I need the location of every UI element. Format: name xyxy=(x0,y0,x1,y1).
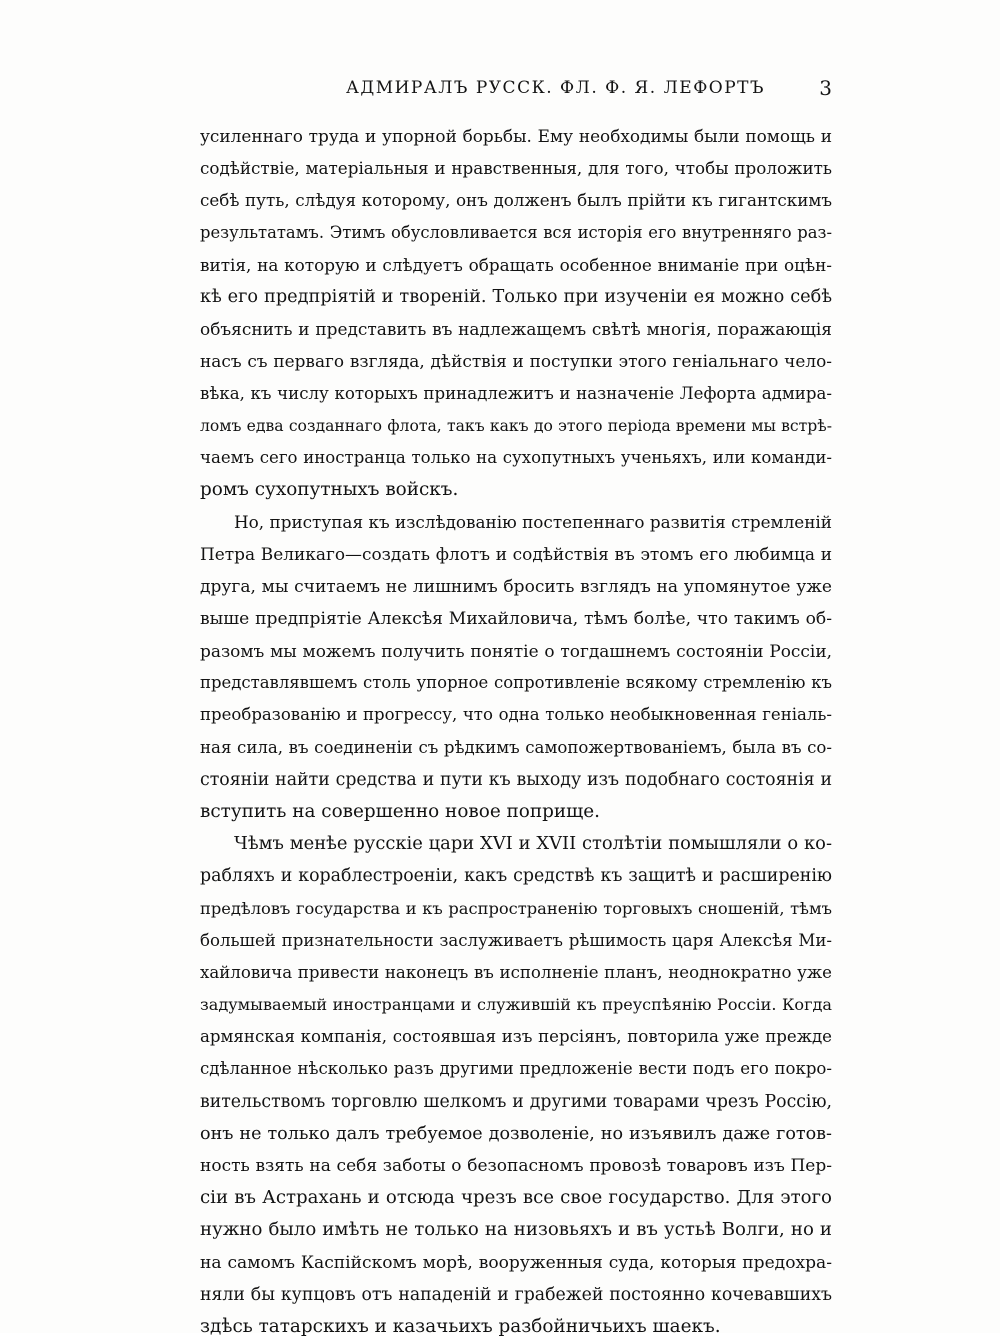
text-line: вступить на совершенно новое поприще. xyxy=(200,800,600,822)
text-line: хайловича привести наконецъ въ исполненіе планъ, неоднократно уже xyxy=(200,962,832,982)
text-line: на самомъ Каспійскомъ морѣ, вооруженныя суда, которыя предохра- xyxy=(200,1252,832,1273)
text-line: предѣловъ государства и къ распространенію торговыхъ сношеній, тѣмъ xyxy=(200,898,832,918)
text-line: чаемъ сего иностранца только на сухопутныхъ ученьяхъ, или команди- xyxy=(200,447,832,467)
text-line: здѣсь татарскихъ и казачьихъ разбойничьихъ шаекъ. xyxy=(200,1315,721,1337)
text-line: преобразованію и прогрессу, что одна только необыкновенная геніаль- xyxy=(200,705,832,725)
page-number: 3 xyxy=(819,76,832,100)
text-line: друга, мы считаемъ не лишнимъ бросить взглядъ на упомянутое уже xyxy=(200,576,832,597)
text-line: Чѣмъ менѣе русскіе цари XVI и XVII столѣтіи помышляли о ко- xyxy=(234,833,832,855)
text-line: задумываемый иностранцами и служившій къ преуспѣянію Россіи. Когда xyxy=(200,995,832,1015)
text-line: онъ не только далъ требуемое дозволеніе, но изъявилъ даже готов- xyxy=(200,1123,832,1144)
text-line: кѣ его предпріятій и твореній. Только при изученіи ея можно себѣ xyxy=(200,286,832,307)
text-line: рабляхъ и кораблестроеніи, какъ средствѣ къ защитѣ и расширенію xyxy=(200,866,832,887)
page-header xyxy=(200,76,832,104)
text-line: ломъ едва созданнаго флота, такъ какъ до этого періода времени мы встрѣ- xyxy=(200,416,832,435)
text-line: большей признательности заслуживаетъ рѣшимость царя Алексѣя Ми- xyxy=(200,930,832,950)
text-line: ность взять на себя заботы о безопасномъ провозѣ товаровъ изъ Пер- xyxy=(200,1156,832,1176)
text-line: стояніи найти средства и пути къ выходу изъ подобнаго состоянія и xyxy=(200,769,832,790)
text-line: себѣ путь, слѣдуя которому, онъ долженъ былъ прійти къ гигантскимъ xyxy=(200,190,832,211)
paragraph-2 xyxy=(200,506,832,828)
text-line: сіи въ Астрахань и отсюда чрезъ все свое государство. Для этого xyxy=(200,1187,832,1209)
text-line: выше предпріятіе Алексѣя Михайловича, тѣмъ болѣе, что такимъ об- xyxy=(200,608,832,629)
text-line: нужно было имѣть не только на низовьяхъ и въ устьѣ Волги, но и xyxy=(200,1219,832,1241)
text-line: Но, приступая къ изслѣдованію постепеннаго развитія стремленій xyxy=(234,512,832,533)
paragraph-1 xyxy=(200,120,832,506)
text-line: разомъ мы можемъ получить понятіе о тогдашнемъ состояніи Россіи, xyxy=(200,641,832,661)
text-line: Петра Великаго—создать флотъ и содѣйствія въ этомъ его любимца и xyxy=(200,544,832,565)
text-line: содѣйствіе, матеріальныя и нравственныя, для того, чтобы проложить xyxy=(200,158,832,179)
text-line: вительствомъ торговлю шелкомъ и другими товарами чрезъ Россію, xyxy=(200,1091,832,1112)
text-line: насъ съ перваго взгляда, дѣйствія и поступки этого геніальнаго чело- xyxy=(200,351,832,372)
text-line: вѣка, къ числу которыхъ принадлежитъ и назначеніе Лефорта адмира- xyxy=(200,383,832,403)
text-line: сдѣланное нѣсколько разъ другими предложеніе вести подъ его покро- xyxy=(200,1059,832,1079)
text-line: армянская компанія, состоявшая изъ персіянъ, повторила уже прежде xyxy=(200,1027,832,1047)
text-line: ная сила, въ соединеніи съ рѣдкимъ самопожертвованіемъ, была въ со- xyxy=(200,737,832,757)
text-line: ромъ сухопутныхъ войскъ. xyxy=(200,479,459,501)
text-line: усиленнаго труда и упорной борьбы. Ему необходимы были помощь и xyxy=(200,126,832,146)
running-title: АДМИРАЛЪ РУССК. ФЛ. Ф. Я. ЛЕФОРТЪ xyxy=(346,78,766,98)
text-line: представлявшемъ столь упорное сопротивленіе всякому стремленію къ xyxy=(200,673,832,693)
text-line: результатамъ. Этимъ обусловливается вся исторія его внутренняго раз- xyxy=(200,222,832,242)
body-text xyxy=(200,120,832,1343)
text-line: витія, на которую и слѣдуетъ обращать особенное вниманіе при оцѣн- xyxy=(200,254,832,275)
paragraph-3 xyxy=(200,828,832,1343)
text-line: няли бы купцовъ отъ нападеній и грабежей постоянно кочевавшихъ xyxy=(200,1284,832,1305)
text-line: объяснить и представить въ надлежащемъ свѣтѣ многія, поражающія xyxy=(200,319,832,340)
